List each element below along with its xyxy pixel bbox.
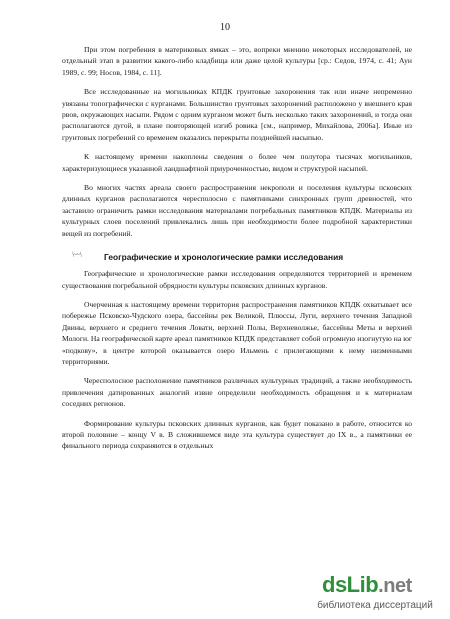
watermark-logo bbox=[322, 572, 412, 598]
margin-mark: \~~\ bbox=[72, 250, 82, 260]
watermark-logo-part2: .net bbox=[378, 575, 412, 597]
watermark bbox=[300, 570, 450, 619]
watermark-caption: библиотека диссертаций bbox=[317, 600, 433, 611]
paragraph: Во многих частях ареала своего распространения некрополи и поселения культуры псковских длинных курганов располагаются чересполосно с памятниками синхронных групп древностей, что заставило ограничить рамки исследования материалами погребальных памятников КПДК. Материалы из культурных слоев поселений привлекались лишь при необходимости более подробной характеристики вещей из погребений. bbox=[62, 183, 412, 238]
section-heading: Географические и хронологические рамки исследования bbox=[104, 252, 344, 263]
document-body bbox=[62, 44, 412, 456]
paragraph: Очерченная к настоящему времени территория распространения памятников КПДК охватывает все побережье Псковско-Чудского озера, бассейны рек Великой, Плюссы, Луги, верхнего течения Западной Двины, верхнего и среднего течения Ловати, верхней Полы, Верхневолжье, бассейны Меты и верхней Мологи. На географической карте ареал памятников КПДК представляет собой огромную изогнутую на юг «подкову», в центре которой оказывается озеро Ильмень с прилегающими к нему низменными территориями. bbox=[62, 299, 412, 366]
paragraph: Географические и хронологические рамки исследования определяются территорией и временем существования погребальной обрядности культуры псковских длинных курганов. bbox=[62, 269, 412, 290]
paragraph: Все исследованные на могильниках КПДК грунтовые захоронения так или иначе непременно увязаны топографически с курганами. Большинство грунтовых захоронений расположено у внешнего края рвов, окружающих насыпи. Рядом с одним курганом может быть несколько таких захоронений, и тогда они располагаются дугой, в плане повторяющей изгиб ровика [см., например, Михайлова, 2006а]. Иные из грунтовых погребений со временем оказались перекрыты позднейшей насыпью. bbox=[62, 87, 412, 142]
paragraph: К настоящему времени накоплены сведения о более чем полутора тысячах могильников, характеризующиеся указанной ландшафтной приуроченностью, видом и структурой насыпей. bbox=[62, 152, 412, 173]
page-number: 10 bbox=[220, 22, 230, 33]
paragraph: Чересполосное расположение памятников различных культурных традиций, а также необходимость привлечения датированных аналогий извне определили необходимость обращения и к материалам соседних регионов. bbox=[62, 376, 412, 409]
section-heading-row bbox=[62, 251, 412, 263]
paragraph: Формирование культуры псковских длинных курганов, как будет показано в работе, относится ко второй половине – концу V в. В сложившемся виде эта культура существует до IX в., а памятники ее финального периода сохраняются в отдельных bbox=[62, 418, 412, 451]
paragraph: При этом погребения в материковых ямках – это, вопреки мнению некоторых исследователей, не отдельный этап в развитии какого-либо кладбища или даже целой культуры [ср.: Седов, 1974, с. 41; Аун 1989, с. 99; Носов, 1984, с. 11]. bbox=[62, 45, 412, 77]
watermark-logo-part1: dsLib bbox=[322, 572, 379, 597]
